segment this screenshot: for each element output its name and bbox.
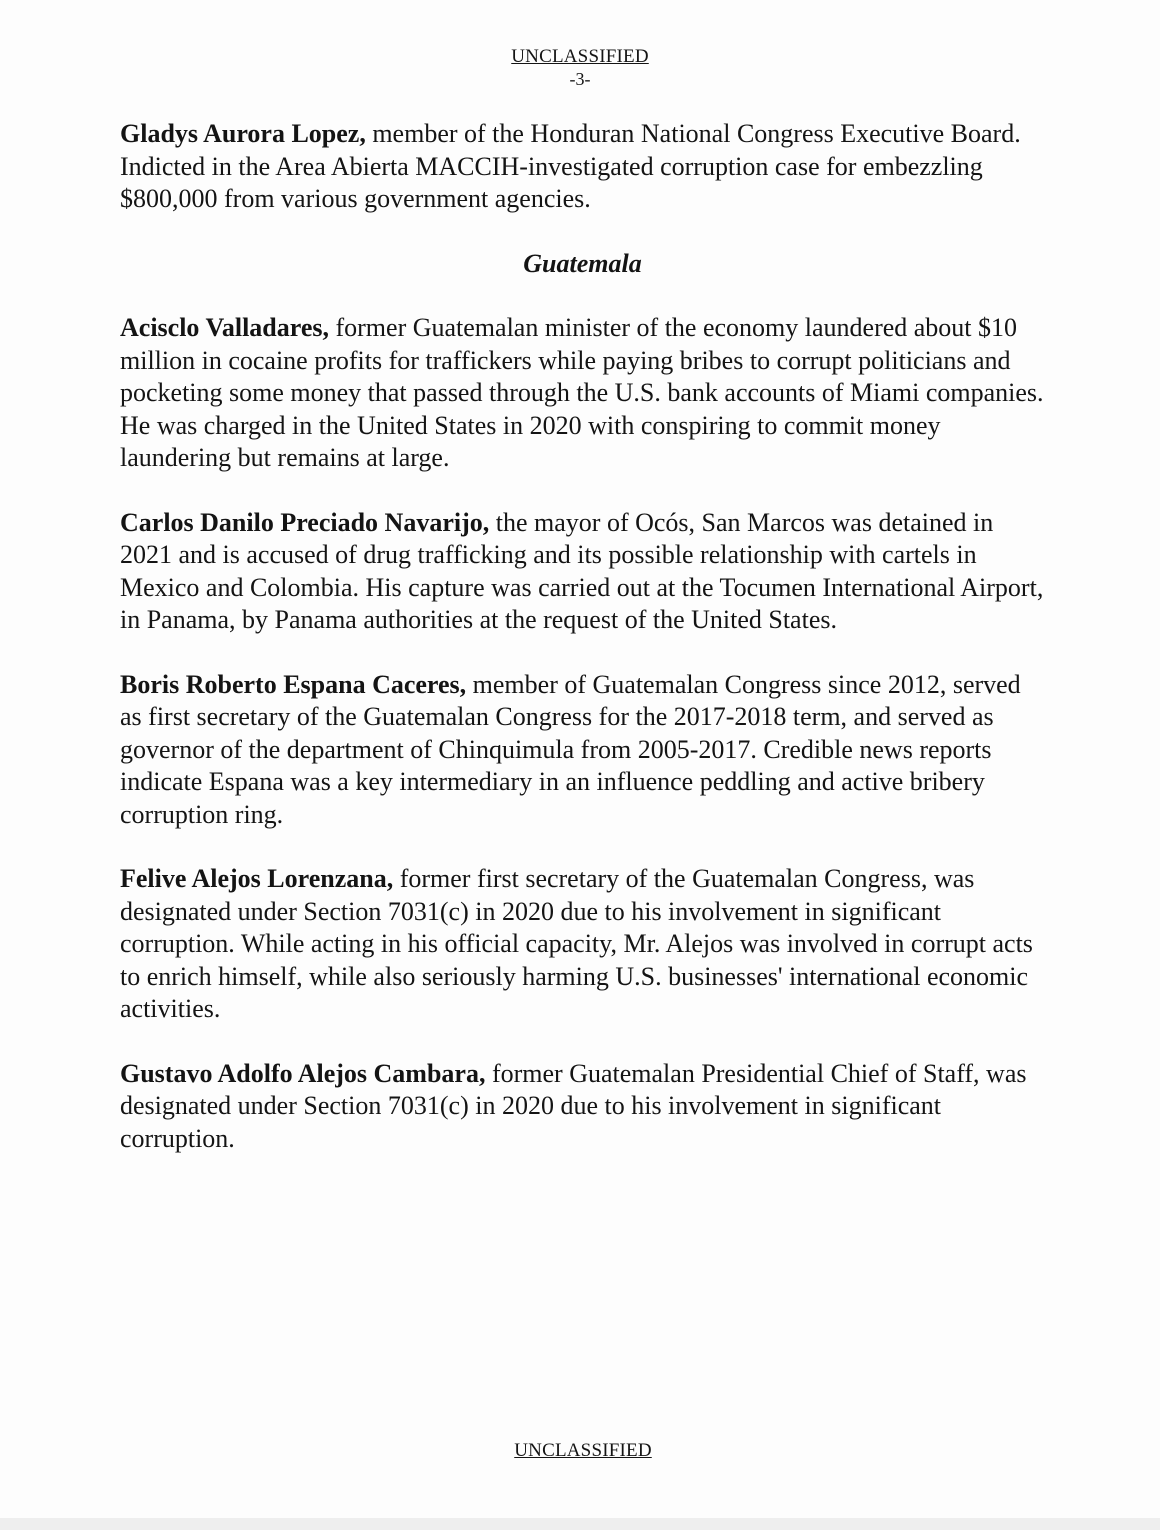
entry-name: Acisclo Valladares,: [120, 313, 329, 342]
page-header: [0, 46, 1160, 90]
entry-text: the mayor of Ocós, San Marcos was detained in 2021 and is accused of drug trafficking and its possible relationship with cartels in Mexico and Colombia. His capture was carried out at the Tocumen International Airport, in Panama, by Panama authorities at the request of the United States.: [120, 507, 1044, 634]
footer-classification-marking: UNCLASSIFIED: [514, 1440, 652, 1461]
scan-edge-strip: [0, 1518, 1160, 1530]
entry-gustavo-adolfo-alejos-cambara: [120, 1058, 1045, 1156]
page-number: -3-: [569, 69, 591, 89]
header-classification-marking: UNCLASSIFIED: [511, 46, 649, 67]
entry-text: former Guatemalan Presidential Chief of Staff, was designated under Section 7031(c) in 2020 due to his involvement in significant corruption.: [120, 1058, 1027, 1153]
entry-text: former first secretary of the Guatemalan Congress, was designated under Section 7031(c) in 2020 due to his involvement in significant corruption. While acting in his official capacity, Mr. Alejos was involved in corrupt acts to enrich himself, while also seriously harming U.S. businesses' international economic activities.: [120, 864, 1033, 1023]
entry-text: member of Guatemalan Congress since 2012, served as first secretary of the Guatemalan Congress for the 2017-2018 term, and served as governor of the department of Chinquimula from 2005-2017. Credible news reports indicate Espana was a key intermediary in an influence peddling and active bribery corruption ring.: [120, 669, 1021, 829]
entry-text: former Guatemalan minister of the economy laundered about $10 million in cocaine profits for traffickers while paying bribes to corrupt politicians and pocketing some money that passed through the U.S. bank accounts of Miami companies. He was charged in the United States in 2020 with conspiring to commit money laundering but remains at large.: [120, 313, 1044, 472]
entry-name: Felive Alejos Lorenzana,: [120, 864, 394, 893]
page-footer: [0, 1440, 1160, 1462]
entry-name: Carlos Danilo Preciado Navarijo,: [120, 507, 490, 537]
section-heading-guatemala: Guatemala: [523, 248, 642, 278]
entry-name: Gladys Aurora Lopez,: [120, 119, 366, 148]
document-body: [120, 118, 1045, 1187]
entry-carlos-danilo-preciado-navarijo: [120, 507, 1045, 637]
entry-text: member of the Honduran National Congress Executive Board. Indicted in the Area Abierta MACCIH-investigated corruption case for embezzling $800,000 from various government agencies.: [120, 119, 1021, 213]
entry-boris-roberto-espana-caceres: [120, 669, 1045, 832]
entry-felive-alejos-lorenzana: [120, 863, 1045, 1026]
entry-name: Boris Roberto Espana Caceres,: [120, 669, 467, 699]
entry-acisclo-valladares: [120, 312, 1045, 475]
entry-gladys-aurora-lopez: [120, 118, 1045, 216]
entry-name: Gustavo Adolfo Alejos Cambara,: [120, 1058, 486, 1088]
